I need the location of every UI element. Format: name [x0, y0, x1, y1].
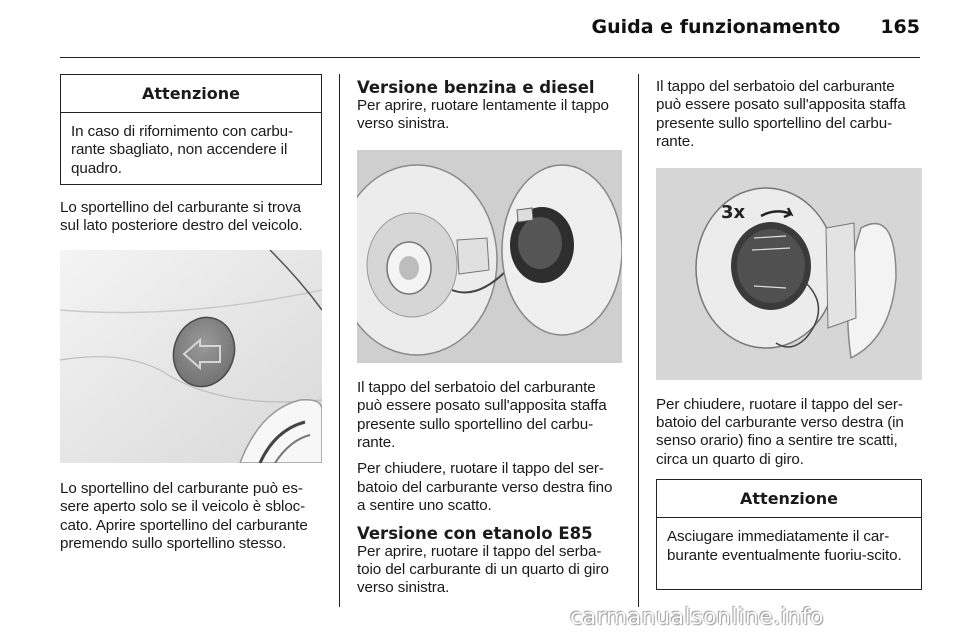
watermark: carmanualsonline.info [570, 605, 824, 630]
warning-box-2 [656, 479, 922, 590]
column-divider-2 [638, 74, 639, 607]
heading-e85: Versione con etanolo E85 [357, 523, 593, 543]
paragraph-cap-holder: Il tappo del serbatoio del carburante può essere posato sull'apposita staffa presente sullo sportellino del carbu-rante. [357, 378, 607, 452]
paragraph-close-cap: Per chiudere, ruotare il tappo del ser-batoio del carburante verso destra fino a sentire uno scatto. [357, 460, 613, 515]
figure-label-3x: 3x [721, 201, 746, 223]
car-fuel-door-illustration [60, 250, 322, 463]
paragraph-cap-holder-e85: Il tappo del serbatoio del carburante può essere posato sull'apposita staffa presente sullo sportellino del carbu-rante. [656, 78, 906, 151]
paragraph-fuel-door-location: Lo sportellino del carburante si trova sul lato posteriore destro del veicolo. [60, 199, 303, 235]
warning-box-title: Attenzione [61, 75, 321, 113]
warning-box [60, 74, 322, 185]
column-2 [357, 74, 622, 598]
column-3 [656, 74, 922, 590]
figure-fuel-cap-open [357, 150, 622, 363]
figure-fuel-door-closed [60, 250, 322, 463]
paragraph-open-cap: Per aprire, ruotare lentamente il tappo verso sinistra. [357, 97, 609, 133]
warning-box-2-title: Attenzione [657, 480, 921, 518]
section-title: Guida e funzionamento [591, 16, 841, 38]
column-1 [60, 74, 322, 553]
fuel-cap-illustration [357, 150, 622, 363]
page-number: 165 [880, 16, 920, 38]
header-rule [60, 57, 920, 58]
paragraph-open-cap-e85: Per aprire, ruotare il tappo del serba-toio del carburante di un quarto di giro verso sinistra. [357, 542, 609, 597]
page-header [592, 16, 920, 38]
warning-box-text: In caso di rifornimento con carbu-rante sbagliato, non accendere il quadro. [71, 123, 293, 177]
fuel-cap-e85-illustration [656, 168, 920, 380]
paragraph-fuel-door-open: Lo sportellino del carburante può es-sere aperto solo se il veicolo è sbloc-cato. Aprire sportellino del carburante premendo sullo sportellino stesso. [60, 479, 308, 553]
warning-box-2-text: Asciugare immediatamente il car-burante eventualmente fuoriu-scito. [667, 528, 902, 564]
heading-petrol-diesel: Versione benzina e diesel [357, 78, 595, 97]
paragraph-close-cap-e85: Per chiudere, ruotare il tappo del ser-batoio del carburante verso destra (in senso orario) fino a sentire tre scatti, circa un quarto di giro. [656, 395, 904, 468]
column-divider-1 [339, 74, 340, 607]
figure-fuel-cap-e85 [656, 168, 922, 380]
